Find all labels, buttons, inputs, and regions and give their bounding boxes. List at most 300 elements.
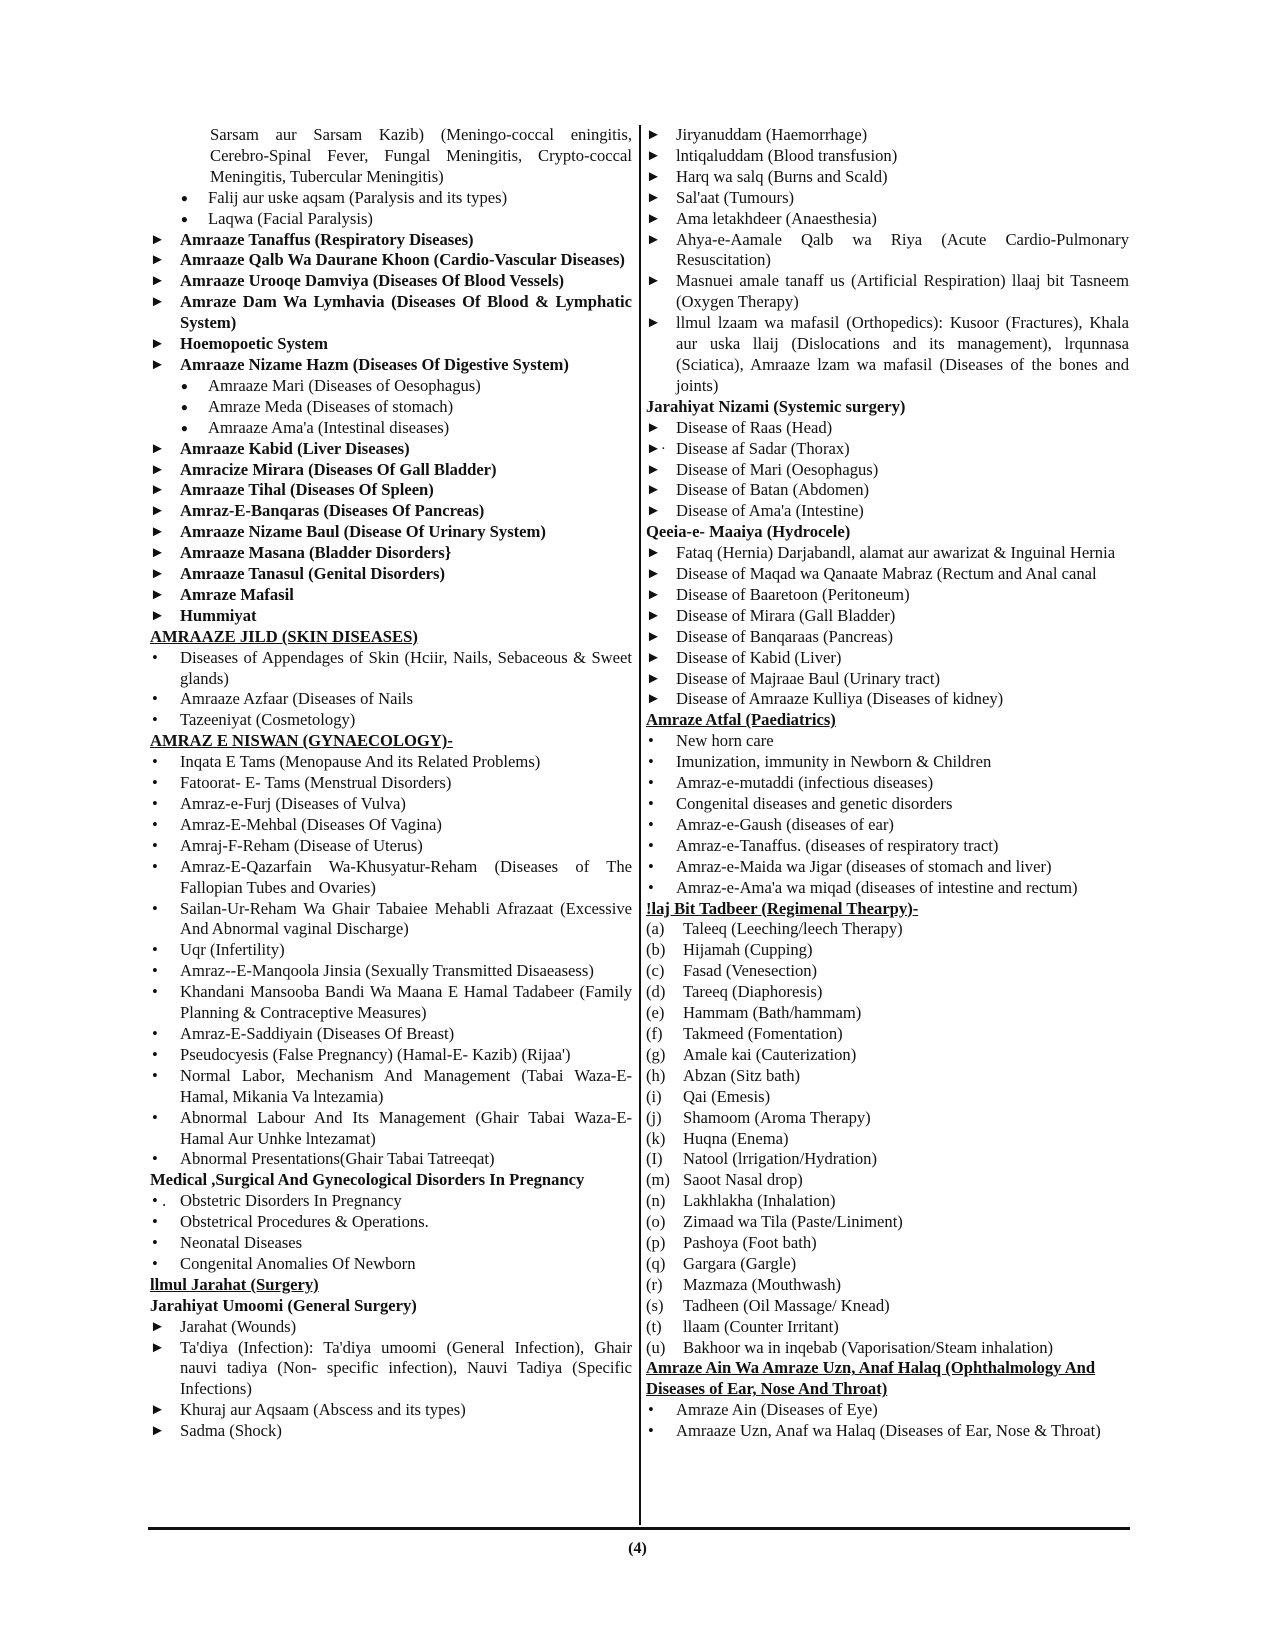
triangle-bullet-icon: ► bbox=[150, 586, 165, 603]
list-item-text: Sadma (Shock) bbox=[180, 1421, 282, 1441]
list-item-text: Amraze Mafasil bbox=[180, 584, 294, 604]
list-item bbox=[150, 648, 632, 690]
paediatrics-list bbox=[646, 731, 1129, 898]
list-item bbox=[646, 585, 1129, 606]
list-item-text: Disease af Sadar (Thorax) bbox=[676, 438, 850, 458]
list-item-text: Congenital diseases and genetic disorders bbox=[676, 794, 953, 813]
list-item-letter: (d) bbox=[646, 982, 666, 1002]
list-item-text: Imunization, immunity in Newborn & Children bbox=[676, 752, 992, 772]
bullet-icon: • bbox=[648, 752, 654, 772]
list-item-text: Amraaze Kabid (Liver Diseases) bbox=[180, 438, 410, 458]
triangle-bullet-icon: ► bbox=[646, 210, 661, 227]
list-item bbox=[646, 815, 1129, 836]
triangle-bullet-icon: ► bbox=[646, 147, 661, 164]
triangle-bullet-icon: ► bbox=[150, 356, 165, 373]
bullet-icon: • bbox=[152, 689, 158, 709]
list-item-text: Bakhoor wa in inqebab (Vaporisation/Steam inhalation) bbox=[683, 1337, 1054, 1357]
list-item-text: Hijamah (Cupping) bbox=[683, 940, 813, 960]
list-item-text: Mazmaza (Mouthwash) bbox=[683, 1274, 842, 1294]
pregnancy-heading: Medical ,Surgical And Gynecological Disorders In Pregnancy bbox=[150, 1170, 585, 1190]
list-item bbox=[150, 585, 632, 606]
list-item-text: Amraz-e-Tanaffus. (diseases of respiratory tract) bbox=[676, 835, 999, 855]
list-item-marker: • bbox=[152, 1253, 158, 1273]
list-item-text: Diseases of Appendages of Skin (Hciir, Nails, Sebaceous & Sweet glands) bbox=[180, 647, 632, 688]
list-item bbox=[150, 480, 632, 501]
list-item-text: Amraaze Masana (Bladder Disorders} bbox=[180, 543, 452, 563]
list-item bbox=[150, 752, 632, 773]
list-item-text: Jiryanuddam (Haemorrhage) bbox=[676, 125, 868, 144]
digestive-bullet-list bbox=[150, 376, 632, 439]
list-item bbox=[150, 460, 632, 481]
list-item bbox=[646, 1024, 1129, 1045]
bullet-icon: • bbox=[648, 1400, 654, 1420]
list-item-letter: (p) bbox=[646, 1233, 666, 1253]
systemic-surgery-list bbox=[646, 418, 1129, 523]
list-item-text: Amraaze Azfaar (Diseases of Nails bbox=[180, 689, 414, 709]
list-item bbox=[150, 418, 632, 439]
list-item bbox=[150, 334, 632, 355]
list-item-letter: (m) bbox=[646, 1170, 670, 1190]
surgery-topics-list bbox=[646, 125, 1129, 397]
list-item bbox=[150, 857, 632, 899]
intro-text: Sarsam aur Sarsam Kazib) (Meningo-coccal eningitis, Cerebro-Spinal Fever, Fungal Meningitis, Crypto-coccal Meningitis, Tubercular Meningitis) bbox=[210, 125, 632, 186]
bullet-icon: • bbox=[152, 982, 158, 1002]
list-item bbox=[646, 564, 1129, 585]
list-item-text: Amraz-E-Qazarfain Wa-Khusyatur-Reham (Diseases of The Fallopian Tubes and Ovaries) bbox=[180, 856, 632, 897]
bullet-icon: • bbox=[152, 794, 158, 813]
list-item-text: Fataq (Hernia) Darjabandl, alamat aur awarizat & Inguinal Hernia bbox=[676, 543, 1116, 563]
list-item bbox=[646, 188, 1129, 209]
triangle-bullet-icon: ► bbox=[150, 545, 165, 562]
list-item-text: Ta'diya (Infection): Ta'diya umoomi (General Infection), Ghair nauvi tadiya (Non- specific infection), Nauvi Tadiya (Specific Infections) bbox=[180, 1337, 632, 1399]
bullet-icon: • bbox=[648, 794, 654, 813]
triangle-bullet-icon: ► bbox=[646, 586, 661, 603]
list-item-text: Congenital Anomalies Of Newborn bbox=[180, 1253, 416, 1273]
triangle-bullet-icon: ► bbox=[646, 607, 661, 624]
list-item bbox=[150, 815, 632, 836]
list-item-text: Normal Labor, Mechanism And Management (Tabai Waza-E- Hamal, Mikania Va lntezamia) bbox=[180, 1065, 632, 1106]
list-item-text: Saoot Nasal drop) bbox=[683, 1170, 803, 1190]
bullet-icon: ● bbox=[180, 420, 188, 435]
list-item bbox=[150, 355, 632, 376]
list-item bbox=[646, 961, 1129, 982]
list-item-text: Ama letakhdeer (Anaesthesia) bbox=[676, 208, 877, 228]
list-item bbox=[646, 1045, 1129, 1066]
list-item bbox=[646, 836, 1129, 857]
triangle-bullet-icon: ► bbox=[646, 273, 661, 290]
list-item-text: Disease of Majraae Baul (Urinary tract) bbox=[676, 668, 940, 688]
list-item-text: llmul lzaam wa mafasil (Orthopedics): Kusoor (Fractures), Khala aur uska llaij (Dislocations and its management), lrqunnasa (Sciatica), Amraaze lzam wa mafasil (Diseases of the bones and joints) bbox=[676, 313, 1129, 395]
list-item bbox=[150, 961, 632, 982]
bullet-icon: • bbox=[648, 773, 654, 793]
triangle-bullet-icon: ► bbox=[646, 545, 661, 562]
list-item-text: Taleeq (Leeching/leech Therapy) bbox=[683, 919, 903, 939]
list-item-text: lntiqaluddam (Blood transfusion) bbox=[676, 145, 898, 165]
list-item bbox=[646, 689, 1129, 710]
list-item bbox=[646, 1191, 1129, 1212]
list-item bbox=[646, 1275, 1129, 1296]
list-item bbox=[646, 773, 1129, 794]
list-item-text: Ahya-e-Aamale Qalb wa Riya (Acute Cardio-Pulmonary Resuscitation) bbox=[676, 229, 1129, 270]
triangle-bullet-icon: ► bbox=[646, 628, 661, 645]
list-item bbox=[150, 1066, 632, 1108]
list-item-letter: (a) bbox=[646, 919, 665, 939]
list-item bbox=[646, 982, 1129, 1003]
list-item bbox=[150, 1045, 632, 1066]
list-item-text: Amraaze Tihal (Diseases Of Spleen) bbox=[180, 480, 434, 500]
list-item bbox=[646, 794, 1129, 815]
list-item-text: Amraaze Mari (Diseases of Oesophagus) bbox=[208, 375, 481, 395]
list-item-text: Hummiyat bbox=[180, 605, 257, 625]
list-item bbox=[150, 606, 632, 627]
triangle-bullet-icon: ► bbox=[150, 566, 165, 583]
list-item-text: Disease of Maqad wa Qanaate Mabraz (Rectum and Anal canal bbox=[676, 564, 1097, 584]
list-item bbox=[646, 1254, 1129, 1275]
ophthalmology-ent-heading: Amraze Ain Wa Amraze Uzn, Anaf Halaq (Ophthalmology And Diseases of Ear, Nose And Throat) bbox=[646, 1358, 1096, 1399]
hydrocele-list bbox=[646, 543, 1129, 710]
list-item-text: Hoemopoetic System bbox=[180, 334, 328, 354]
list-item bbox=[646, 439, 1129, 460]
list-item bbox=[646, 167, 1129, 188]
bullet-icon: • bbox=[152, 1044, 158, 1064]
bullet-icon: • bbox=[152, 961, 158, 981]
triangle-bullet-icon: ► bbox=[646, 566, 661, 583]
list-item-text: Inqata E Tams (Menopause And its Related Problems) bbox=[180, 752, 541, 772]
intro-bullet-list bbox=[150, 188, 632, 230]
triangle-bullet-icon: ► bbox=[150, 273, 165, 290]
ophthalmology-ent-list bbox=[646, 1400, 1129, 1442]
list-item-letter: (k) bbox=[646, 1128, 666, 1148]
bullet-icon: • bbox=[152, 752, 158, 772]
list-item bbox=[150, 1400, 632, 1421]
triangle-bullet-icon: ► bbox=[150, 1318, 165, 1335]
list-item-text: Amraz-E-Mehbal (Diseases Of Vagina) bbox=[180, 814, 442, 834]
list-item bbox=[150, 689, 632, 710]
list-item bbox=[150, 1317, 632, 1338]
triangle-bullet-icon: ► bbox=[150, 252, 165, 269]
list-item-text: Amraaze Urooqe Damviya (Diseases Of Blood Vessels) bbox=[180, 271, 565, 291]
triangle-bullet-icon: ► bbox=[646, 127, 661, 143]
list-item-text: Harq wa salq (Burns and Scald) bbox=[676, 166, 888, 186]
gynaecology-list bbox=[150, 752, 632, 1170]
list-item-text: llaam (Counter Irritant) bbox=[683, 1316, 839, 1336]
triangle-bullet-icon: ► bbox=[150, 294, 165, 311]
list-item-text: Amraze Meda (Diseases of stomach) bbox=[208, 396, 454, 416]
bullet-icon: ● bbox=[180, 399, 188, 414]
list-item bbox=[646, 752, 1129, 773]
list-item-text: Uqr (Infertility) bbox=[180, 940, 285, 960]
list-item-text: Disease of Banqaraas (Pancreas) bbox=[676, 626, 893, 646]
list-item bbox=[150, 543, 632, 564]
triangle-bullet-icon: ► bbox=[150, 482, 165, 499]
list-item bbox=[150, 982, 632, 1024]
footer-rule bbox=[148, 1527, 1130, 1530]
disease-list-1 bbox=[150, 230, 632, 376]
list-item bbox=[646, 460, 1129, 481]
bullet-icon: ● bbox=[180, 378, 188, 393]
list-item bbox=[646, 857, 1129, 878]
list-item bbox=[150, 376, 632, 397]
list-item-text: Pashoya (Foot bath) bbox=[683, 1233, 817, 1253]
list-item bbox=[646, 1400, 1129, 1421]
page-number: (4) bbox=[628, 1540, 647, 1557]
triangle-bullet-icon: ► bbox=[150, 524, 165, 541]
list-item-text: Disease of Amraaze Kulliya (Diseases of kidney) bbox=[676, 689, 1004, 709]
list-item-text: Takmeed (Fomentation) bbox=[683, 1023, 843, 1043]
list-item bbox=[646, 501, 1129, 522]
bullet-icon: • bbox=[152, 1149, 158, 1169]
triangle-bullet-icon: ► bbox=[646, 649, 661, 666]
right-column bbox=[646, 125, 1129, 1442]
list-item bbox=[150, 899, 632, 941]
list-item bbox=[646, 125, 1129, 146]
list-item-letter: (j) bbox=[646, 1107, 662, 1127]
list-item-letter: (s) bbox=[646, 1295, 664, 1315]
list-item-text: Khuraj aur Aqsaam (Abscess and its types) bbox=[180, 1400, 466, 1420]
list-item-text: Amraaze Nizame Baul (Disease Of Urinary System) bbox=[180, 522, 546, 542]
list-item-text: Amraz-E-Banqaras (Diseases Of Pancreas) bbox=[180, 501, 485, 521]
list-item bbox=[646, 146, 1129, 167]
list-item-text: Amraaze Ama'a (Intestinal diseases) bbox=[208, 417, 450, 437]
list-item bbox=[150, 1233, 632, 1254]
list-item-text: Obstetric Disorders In Pregnancy bbox=[180, 1191, 402, 1211]
list-item-letter: (o) bbox=[646, 1212, 666, 1232]
bullet-icon: • bbox=[152, 814, 158, 834]
list-item-marker: ► bbox=[646, 503, 661, 520]
regimenal-therapy-list bbox=[646, 919, 1129, 1358]
list-item-text: Khandani Mansooba Bandi Wa Maana E Hamal Tadabeer (Family Planning & Contraceptive Measures) bbox=[180, 982, 632, 1023]
list-item bbox=[150, 271, 632, 292]
list-item bbox=[150, 209, 632, 230]
list-item-text: Amraz-e-Maida wa Jigar (diseases of stomach and liver) bbox=[676, 856, 1052, 876]
triangle-bullet-icon: ► bbox=[646, 315, 661, 332]
disease-list-2 bbox=[150, 439, 632, 627]
list-item-text: Tazeeniyat (Cosmetology) bbox=[180, 710, 356, 730]
pregnancy-list bbox=[150, 1191, 632, 1275]
list-item bbox=[646, 1003, 1129, 1024]
systemic-surgery-heading: Jarahiyat Nizami (Systemic surgery) bbox=[646, 396, 906, 416]
bullet-icon: • bbox=[648, 814, 654, 834]
list-item-text: Jarahat (Wounds) bbox=[180, 1316, 297, 1336]
list-item-text: Sal'aat (Tumours) bbox=[676, 187, 795, 207]
bullet-icon: • bbox=[648, 877, 654, 897]
list-item-text: Amraz-E-Saddiyain (Diseases Of Breast) bbox=[180, 1023, 455, 1043]
bullet-icon: ● bbox=[180, 211, 188, 226]
list-item-letter: (q) bbox=[646, 1253, 666, 1273]
list-item bbox=[150, 1254, 632, 1275]
triangle-bullet-icon: ► bbox=[150, 607, 165, 624]
list-item bbox=[646, 1421, 1129, 1442]
list-item-marker: • . bbox=[152, 1191, 167, 1211]
bullet-icon: • bbox=[648, 856, 654, 876]
list-item-letter: (t) bbox=[646, 1316, 662, 1336]
list-item-text: Tadheen (Oil Massage/ Knead) bbox=[683, 1295, 890, 1315]
left-column bbox=[150, 125, 632, 1442]
list-item-letter: (e) bbox=[646, 1003, 665, 1023]
triangle-bullet-icon: ► bbox=[150, 1339, 165, 1356]
list-item-marker: ► bbox=[646, 482, 661, 499]
list-item bbox=[646, 878, 1129, 899]
list-item bbox=[150, 794, 632, 815]
list-item-text: Disease of Batan (Abdomen) bbox=[676, 480, 870, 500]
list-item bbox=[646, 1108, 1129, 1129]
skin-list bbox=[150, 648, 632, 732]
list-item-text: Amracize Mirara (Diseases Of Gall Bladder) bbox=[180, 459, 497, 479]
bullet-icon: • bbox=[152, 940, 158, 960]
list-item-text: Fatoorat- E- Tams (Menstrual Disorders) bbox=[180, 773, 452, 793]
list-item bbox=[150, 230, 632, 251]
list-item bbox=[150, 773, 632, 794]
triangle-bullet-icon: ► bbox=[646, 168, 661, 185]
list-item-text: Tareeq (Diaphoresis) bbox=[683, 982, 823, 1002]
bullet-icon: • bbox=[152, 856, 158, 876]
bullet-icon: • bbox=[152, 1107, 158, 1127]
list-item-text: Disease of Kabid (Liver) bbox=[676, 647, 842, 667]
list-item bbox=[646, 731, 1129, 752]
list-item-marker: • bbox=[152, 1212, 158, 1232]
bullet-icon: • bbox=[152, 898, 158, 918]
list-item bbox=[150, 1024, 632, 1045]
column-divider bbox=[639, 125, 641, 1525]
list-item bbox=[150, 292, 632, 334]
list-item bbox=[150, 188, 632, 209]
paediatrics-heading: Amraze Atfal (Paediatrics) bbox=[646, 710, 836, 730]
list-item-letter: (c) bbox=[646, 961, 665, 981]
surgery-heading: llmul Jarahat (Surgery) bbox=[150, 1274, 319, 1294]
list-item-text: Gargara (Gargle) bbox=[683, 1253, 797, 1273]
list-item bbox=[150, 940, 632, 961]
bullet-icon: • bbox=[648, 731, 654, 751]
list-item bbox=[150, 1108, 632, 1150]
list-item-text: Disease of Ama'a (Intestine) bbox=[676, 501, 864, 521]
list-item bbox=[150, 1421, 632, 1442]
list-item bbox=[150, 1338, 632, 1401]
list-item-text: New horn care bbox=[676, 731, 774, 751]
triangle-bullet-icon: ► bbox=[150, 231, 165, 248]
list-item-text: Amraze Dam Wa Lymhavia (Diseases Of Blood & Lymphatic System) bbox=[180, 292, 632, 333]
list-item-text: Neonatal Diseases bbox=[180, 1233, 303, 1253]
list-item bbox=[646, 1087, 1129, 1108]
list-item-marker: • bbox=[152, 1233, 158, 1253]
list-item bbox=[646, 1149, 1129, 1170]
bullet-icon: • bbox=[152, 710, 158, 730]
list-item-text: Amale kai (Cauterization) bbox=[683, 1044, 857, 1064]
list-item-text: Zimaad wa Tila (Paste/Liniment) bbox=[683, 1212, 903, 1232]
list-item bbox=[150, 1191, 632, 1212]
list-item-letter: (f) bbox=[646, 1023, 663, 1043]
list-item-text: Disease of Baaretoon (Peritoneum) bbox=[676, 584, 910, 604]
list-item-text: Huqna (Enema) bbox=[683, 1128, 789, 1148]
list-item-text: Amraz-e-mutaddi (infectious diseases) bbox=[676, 773, 934, 793]
bullet-icon: • bbox=[648, 1421, 654, 1441]
list-item-letter: (i) bbox=[646, 1086, 662, 1106]
list-item-text: Abnormal Labour And Its Management (Ghair Tabai Waza-E- Hamal Aur Unhke lntezamat) bbox=[180, 1107, 632, 1148]
list-item bbox=[150, 710, 632, 731]
list-item bbox=[646, 271, 1129, 313]
list-item-text: Hammam (Bath/hammam) bbox=[683, 1003, 862, 1023]
triangle-bullet-icon: ► bbox=[646, 691, 661, 708]
list-item bbox=[646, 1066, 1129, 1087]
list-item bbox=[150, 397, 632, 418]
list-item bbox=[150, 1212, 632, 1233]
list-item-text: Disease of Raas (Head) bbox=[676, 417, 833, 437]
list-item bbox=[646, 669, 1129, 690]
list-item-text: Pseudocyesis (False Pregnancy) (Hamal-E- Kazib) (Rijaa') bbox=[180, 1044, 571, 1064]
list-item bbox=[150, 250, 632, 271]
gynaecology-heading: AMRAZ E NISWAN (GYNAECOLOGY)- bbox=[150, 731, 453, 751]
triangle-bullet-icon: ► bbox=[646, 189, 661, 206]
list-item-marker: ► bbox=[646, 419, 661, 436]
list-item-marker: ►· bbox=[646, 440, 666, 457]
list-item bbox=[646, 1212, 1129, 1233]
list-item-letter: (n) bbox=[646, 1191, 666, 1211]
bullet-icon: • bbox=[152, 647, 158, 667]
list-item-letter: (b) bbox=[646, 940, 666, 960]
triangle-bullet-icon: ► bbox=[150, 1402, 165, 1419]
list-item bbox=[646, 1296, 1129, 1317]
list-item bbox=[150, 439, 632, 460]
list-item-letter: (g) bbox=[646, 1044, 666, 1064]
bullet-icon: ● bbox=[180, 190, 188, 205]
list-item bbox=[646, 230, 1129, 272]
list-item-text: Amraaze Uzn, Anaf wa Halaq (Diseases of Ear, Nose & Throat) bbox=[676, 1421, 1101, 1441]
bullet-icon: • bbox=[152, 835, 158, 855]
list-item bbox=[150, 836, 632, 857]
list-item bbox=[646, 648, 1129, 669]
list-item-text: Disease of Mirara (Gall Bladder) bbox=[676, 605, 896, 625]
skin-heading: AMRAAZE JILD (SKIN DISEASES) bbox=[150, 626, 418, 646]
list-item-letter: (I) bbox=[646, 1149, 663, 1169]
regimenal-therapy-heading: !laj Bit Tadbeer (Regimenal Thearpy)- bbox=[646, 898, 919, 918]
triangle-bullet-icon: ► bbox=[150, 503, 165, 520]
list-item-letter: (h) bbox=[646, 1065, 666, 1085]
list-item bbox=[646, 418, 1129, 439]
triangle-bullet-icon: ► bbox=[646, 231, 661, 248]
list-item bbox=[646, 209, 1129, 230]
list-item-text: Amraaze Tanasul (Genital Disorders) bbox=[180, 564, 446, 584]
list-item-text: Amraze Ain (Diseases of Eye) bbox=[676, 1400, 878, 1420]
list-item-text: Fasad (Venesection) bbox=[683, 961, 818, 981]
triangle-bullet-icon: ► bbox=[150, 1423, 165, 1440]
list-item-letter: (u) bbox=[646, 1337, 666, 1357]
list-item-text: Masnuei amale tanaff us (Artificial Respiration) llaaj bit Tasneem (Oxygen Therapy) bbox=[676, 271, 1129, 312]
list-item-marker: ► bbox=[646, 461, 661, 478]
list-item bbox=[150, 501, 632, 522]
list-item-text: Disease of Mari (Oesophagus) bbox=[676, 459, 879, 479]
list-item bbox=[646, 480, 1129, 501]
list-item bbox=[646, 1170, 1129, 1191]
bullet-icon: • bbox=[648, 835, 654, 855]
triangle-bullet-icon: ► bbox=[150, 440, 165, 457]
list-item-text: Natool (lrrigation/Hydration) bbox=[683, 1149, 878, 1169]
list-item-text: Amraaze Qalb Wa Daurane Khoon (Cardio-Vascular Diseases) bbox=[180, 250, 625, 270]
list-item-text: Amraz-e-Furj (Diseases of Vulva) bbox=[180, 794, 406, 813]
list-item-text: Laqwa (Facial Paralysis) bbox=[208, 208, 373, 228]
triangle-bullet-icon: ► bbox=[646, 670, 661, 687]
list-item-text: Abnormal Presentations(Ghair Tabai Tatreeqat) bbox=[180, 1149, 495, 1169]
list-item bbox=[646, 1317, 1129, 1338]
list-item-text: Falij aur uske aqsam (Paralysis and its types) bbox=[208, 187, 508, 207]
list-item-text: Amraz--E-Manqoola Jinsia (Sexually Transmitted Disaeasess) bbox=[180, 961, 594, 981]
list-item-text: Amraaze Nizame Hazm (Diseases Of Digestive System) bbox=[180, 354, 569, 374]
list-item-text: Abzan (Sitz bath) bbox=[683, 1065, 801, 1085]
list-item bbox=[646, 1233, 1129, 1254]
list-item-text: Lakhlakha (Inhalation) bbox=[683, 1191, 836, 1211]
list-item bbox=[646, 940, 1129, 961]
list-item-letter: (r) bbox=[646, 1274, 663, 1294]
triangle-bullet-icon: ► bbox=[150, 336, 165, 353]
triangle-bullet-icon: ► bbox=[150, 461, 165, 478]
